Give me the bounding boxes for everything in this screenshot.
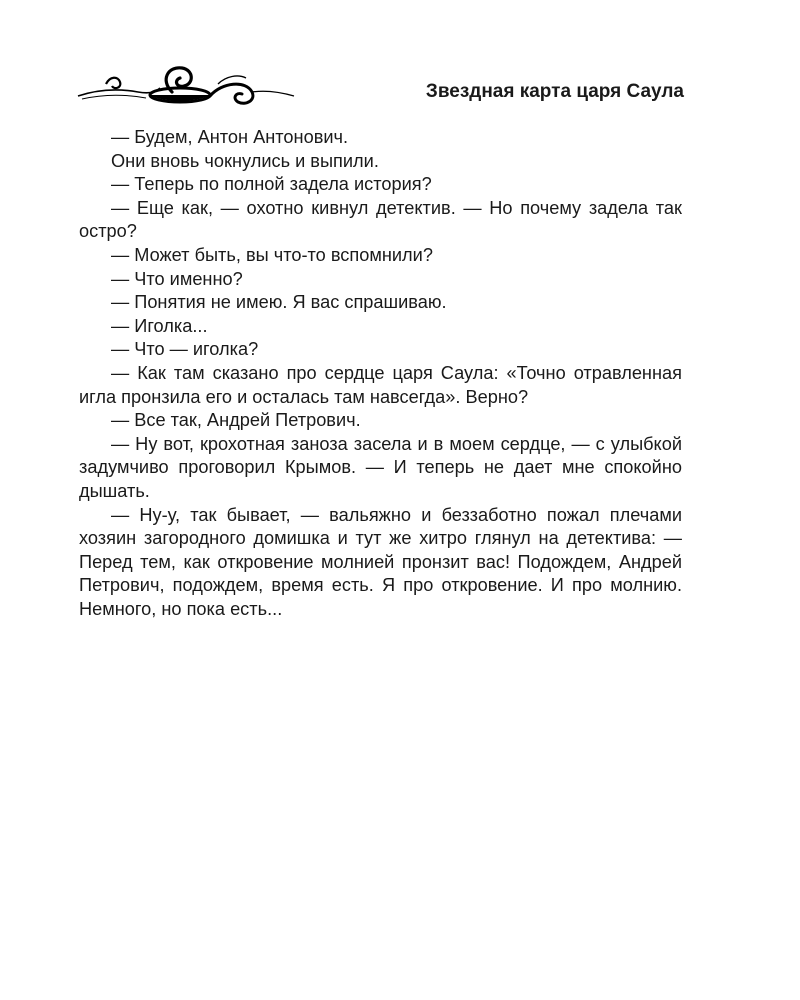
paragraph: — Что — иголка? xyxy=(111,339,259,360)
paragraph: — Ну вот, крохотная заноза засела и в моем сердце, — с улыбкой задумчиво проговорил Крымов. — И теперь не дает мне спокойно дышать. xyxy=(79,433,682,501)
paragraph: — Что именно? xyxy=(111,268,243,289)
paragraph: — Понятия не имею. Я вас спрашиваю. xyxy=(111,292,447,313)
paragraph: — Еще как, — охотно кивнул детектив. — Но почему задела так остро? xyxy=(79,197,682,242)
paragraph: — Теперь по полной задела история? xyxy=(111,174,432,195)
paragraph: Они вновь чокнулись и выпили. xyxy=(111,150,379,171)
paragraph: — Может быть, вы что-то вспомнили? xyxy=(111,244,433,265)
paragraph: — Все так, Андрей Петрович. xyxy=(111,410,361,431)
book-text xyxy=(79,126,682,621)
paragraph: — Как там сказано про сердце царя Саула: «Точно отравленная игла пронзила его и осталась там навсегда». Верно? xyxy=(79,362,682,407)
paragraph: — Иголка... xyxy=(111,315,208,336)
paragraph: — Будем, Антон Антонович. xyxy=(111,127,349,147)
paragraph: — Ну-у, так бывает, — вальяжно и беззаботно пожал плечами хозяин загородного домишка и тут же хитро глянул на детектива: — Перед тем, как откровение молнией пронзит вас! Подождем, Андрей Петрович, подождем, время есть. Я про откровение. И про молнию. Немного, но пока есть... xyxy=(79,504,682,619)
flourish-ornament-icon xyxy=(76,62,296,112)
running-title: Звездная карта царя Саула xyxy=(425,81,684,102)
page-header xyxy=(76,62,684,112)
